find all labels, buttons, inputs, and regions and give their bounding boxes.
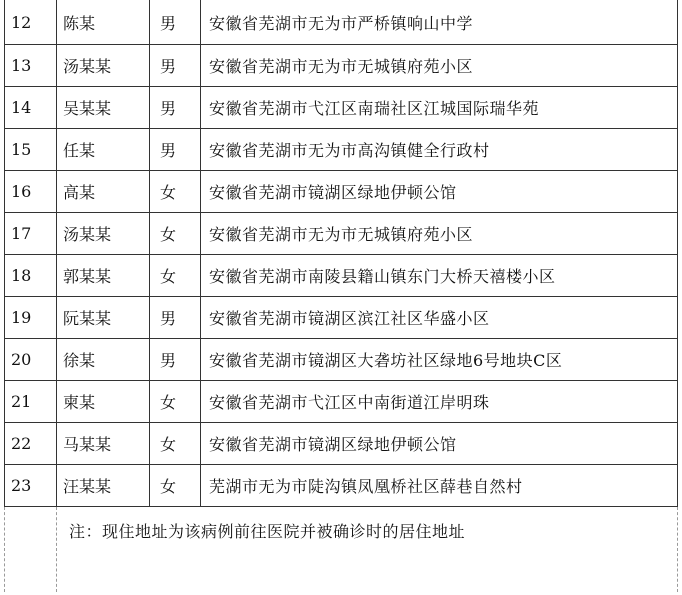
table-row [5,45,678,87]
case-sex-cell: 女 [150,465,201,507]
case-number-cell: 19 [5,297,57,339]
table-row [5,213,678,255]
note-divider [56,507,57,592]
case-name-cell: 高某 [57,171,150,213]
case-sex-cell: 女 [150,381,201,423]
case-address-cell: 安徽省芜湖市镜湖区大砻坊社区绿地6号地块C区 [201,339,678,381]
case-number-cell: 21 [5,381,57,423]
table-row [5,297,678,339]
case-table-wrapper [4,0,678,507]
case-name-cell: 徐某 [57,339,150,381]
case-number-cell: 17 [5,213,57,255]
case-number-cell: 16 [5,171,57,213]
case-name-cell: 柬某 [57,381,150,423]
case-sex-cell: 男 [150,87,201,129]
case-number-cell: 23 [5,465,57,507]
case-number-cell: 14 [5,87,57,129]
case-sex-cell: 男 [150,339,201,381]
case-address-cell: 安徽省芜湖市镜湖区绿地伊顿公馆 [201,423,678,465]
case-address-cell: 芜湖市无为市陡沟镇凤凰桥社区薛巷自然村 [201,465,678,507]
case-name-cell: 陈某 [57,0,150,45]
case-address-cell: 安徽省芜湖市无为市严桥镇响山中学 [201,0,678,45]
case-name-cell: 郭某某 [57,255,150,297]
table-row [5,465,678,507]
case-sex-cell: 男 [150,129,201,171]
case-sex-cell: 女 [150,171,201,213]
case-table-body [5,0,678,507]
case-address-cell: 安徽省芜湖市无为市高沟镇健全行政村 [201,129,678,171]
table-row [5,87,678,129]
table-row [5,423,678,465]
note-text: 注：现住地址为该病例前往医院并被确诊时的居住地址 [69,522,466,541]
case-name-cell: 汤某某 [57,213,150,255]
case-sex-cell: 男 [150,45,201,87]
case-address-cell: 安徽省芜湖市镜湖区滨江社区华盛小区 [201,297,678,339]
case-name-cell: 任某 [57,129,150,171]
case-address-cell: 安徽省芜湖市弋江区中南街道江岸明珠 [201,381,678,423]
table-row [5,0,678,45]
table-row [5,339,678,381]
case-sex-cell: 男 [150,297,201,339]
table-row [5,171,678,213]
case-name-cell: 汪某某 [57,465,150,507]
case-name-cell: 吴某某 [57,87,150,129]
case-address-cell: 安徽省芜湖市弋江区南瑞社区江城国际瑞华苑 [201,87,678,129]
case-number-cell: 20 [5,339,57,381]
case-sex-cell: 男 [150,0,201,45]
case-number-cell: 22 [5,423,57,465]
case-number-cell: 13 [5,45,57,87]
case-address-cell: 安徽省芜湖市无为市无城镇府苑小区 [201,45,678,87]
case-name-cell: 阮某某 [57,297,150,339]
case-number-cell: 15 [5,129,57,171]
table-row [5,129,678,171]
case-sex-cell: 女 [150,213,201,255]
case-table [4,0,678,507]
case-sex-cell: 女 [150,255,201,297]
case-address-cell: 安徽省芜湖市镜湖区绿地伊顿公馆 [201,171,678,213]
table-row [5,255,678,297]
case-sex-cell: 女 [150,423,201,465]
case-name-cell: 马某某 [57,423,150,465]
case-number-cell: 18 [5,255,57,297]
case-name-cell: 汤某某 [57,45,150,87]
case-address-cell: 安徽省芜湖市南陵县籍山镇东门大桥天禧楼小区 [201,255,678,297]
case-number-cell: 12 [5,0,57,45]
table-row [5,381,678,423]
note-box [4,507,678,592]
case-address-cell: 安徽省芜湖市无为市无城镇府苑小区 [201,213,678,255]
